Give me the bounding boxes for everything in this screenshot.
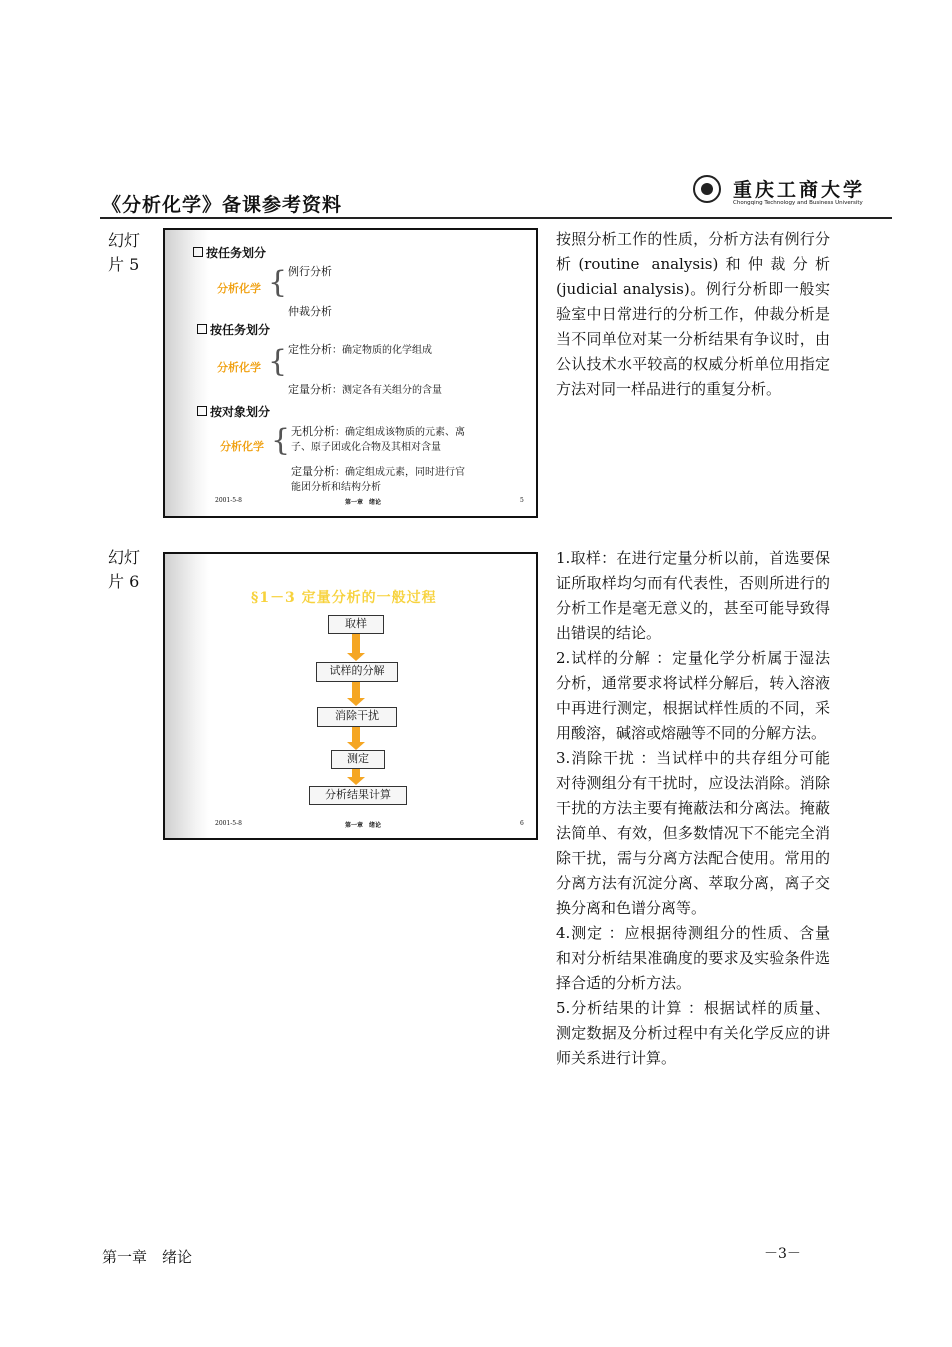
flow-arrow-icon: [352, 634, 360, 654]
slide5-item1a: 例行分析: [288, 265, 332, 278]
slide5-notes: 按照分析工作的性质，分析方法有例行分析(routine analysis)和仲裁分析(judicial analysis)。例行分析即一般实验室中日常进行的分析工作，仲裁分析是当不同单位对某一分析结果有争议时，由公认技术水平较高的权威分析单位用指定方法对同一样品进行的重复分析。: [556, 230, 830, 398]
brace-icon: {: [268, 265, 288, 300]
slide5-center2: 分析化学: [217, 361, 261, 374]
flow-step-interference: 消除干扰: [317, 707, 397, 727]
note-step-2: 2.试样的分解 ：定量化学分析属于湿法分析，通常要求将试样分解后，转入溶液中再进行测定，根据试样性质的不同，采用酸溶，碱溶或熔融等不同的分解方法。: [556, 649, 830, 742]
note-step-3: 3.消除干扰 ：当试样中的共存组分可能对待测组分有干扰时，应设法消除。消除干扰的方法主要有掩蔽法和分离法。掩蔽法简单、有效，但多数情况下不能完全消除干扰，需与分离方法配合使用。常用的分离方法有沉淀分离、萃取分离，离子交换分离和色谱分离等。: [556, 749, 830, 917]
university-logo: [693, 173, 866, 213]
note-step-4: 4.测定 ：应根据待测组分的性质、含量和对分析结果准确度的要求及实验条件选择合适的分析方法。: [556, 924, 830, 992]
header-rule: [100, 217, 892, 219]
slide5-center1: 分析化学: [217, 282, 261, 295]
slide6-notes: [556, 546, 830, 1071]
slide5-label: 幻灯片 5: [108, 231, 141, 274]
slide5-footer-chapter: 第一章 绪论: [345, 499, 382, 506]
brace-icon: {: [268, 344, 288, 379]
slide6-footer-chapter: 第一章 绪论: [345, 822, 382, 829]
slide5-center3: 分析化学: [220, 440, 264, 453]
checkbox-bullet-icon: [193, 247, 203, 257]
note-step-1: 1.取样：在进行定量分析以前，首选要保证所取样均匀而有代表性，否则所进行的分析工作是毫无意义的，甚至可能导致得出错误的结论。: [556, 549, 830, 642]
slide6-label: 幻灯片 6: [108, 548, 141, 591]
slide6-frame: [163, 552, 538, 840]
flow-step-calculation: 分析结果计算: [309, 786, 407, 805]
university-name-en: Chongqing Technology and Business University: [733, 200, 863, 206]
slide5-item1b: 仲裁分析: [288, 305, 332, 318]
flow-step-decomposition: 试样的分解: [316, 662, 398, 682]
footer-chapter: 第一章 绪论: [102, 1248, 193, 1266]
flow-arrow-icon: [352, 727, 360, 743]
flow-step-sampling: 取样: [328, 615, 384, 634]
slide6-footer-date: 2001-5-8: [215, 820, 242, 827]
slide5-item2b: 定量分析：测定各有关组分的含量: [288, 383, 442, 396]
flow-arrow-icon: [352, 769, 360, 778]
slide5-frame: [163, 228, 538, 518]
slide-gradient-bar: [165, 230, 209, 516]
checkbox-bullet-icon: [197, 406, 207, 416]
note-step-5: 5.分析结果的计算 ：根据试样的质量、测定数据及分析过程中有关化学反应的讲师关系进行计算。: [556, 999, 830, 1067]
page-number: －3－: [764, 1246, 801, 1262]
slide5-section3-heading: 按对象划分: [197, 403, 270, 420]
checkbox-bullet-icon: [197, 324, 207, 334]
university-name-cn: 重庆工商大学: [733, 179, 866, 201]
flow-step-measurement: 测定: [331, 750, 385, 769]
slide5-item2a: 定性分析：确定物质的化学组成: [288, 343, 432, 356]
slide5-item3a: 无机分析：确定组成该物质的元素、离 子、原子团或化合物及其相对含量: [291, 425, 465, 453]
slide-gradient-bar: [165, 554, 209, 838]
university-seal-icon: [693, 175, 721, 203]
slide5-section2-heading: 按任务划分: [197, 321, 270, 338]
slide5-section1-heading: 按任务划分: [193, 244, 266, 261]
slide5-footer-page: 5: [520, 497, 524, 504]
brace-icon: {: [271, 423, 291, 458]
flow-arrow-icon: [352, 682, 360, 699]
slide6-footer-page: 6: [520, 820, 524, 827]
slide5-item3b: 定量分析：确定组成元素，同时进行官 能团分析和结构分析: [291, 465, 465, 493]
slide5-footer-date: 2001-5-8: [215, 497, 242, 504]
document-title: 《分析化学》备课参考资料: [102, 194, 343, 216]
slide6-title: §1－3 定量分析的一般过程: [251, 590, 437, 606]
